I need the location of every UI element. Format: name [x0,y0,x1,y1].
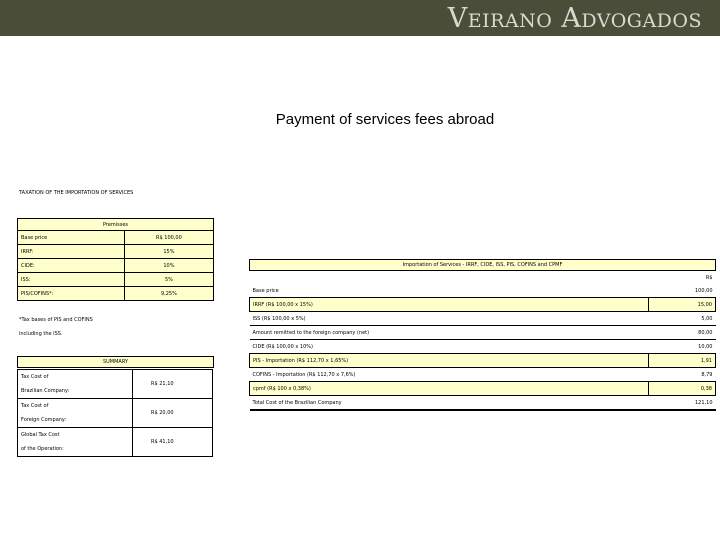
importation-label: COFINS - Importation (R$ 112,70 x 7,6%) [250,368,649,382]
importation-value: 100,00 [649,284,716,298]
slide-title: Payment of services fees abroad [275,111,495,128]
summary-label [18,428,133,457]
summary-label-line1: Tax Cost of [21,374,49,380]
summary-label-line2: Brazilian Company: [21,388,70,394]
premises-row [18,259,214,273]
premises-value: 10% [124,259,213,273]
importation-row [250,368,716,382]
premises-value: R$ 100,00 [124,231,213,245]
summary-label-line2: Foreign Company: [21,417,67,423]
importation-row [250,284,716,298]
summary-table [17,369,213,457]
header-bar [0,0,720,36]
importation-label: Base price [250,284,649,298]
summary-value: R$ 20,00 [133,399,213,428]
premises-header: Premisses [18,219,214,231]
summary-row [18,428,213,457]
importation-row [250,298,716,312]
premises-label: PIS/COFINS*: [18,287,125,301]
importation-currency-row [250,271,716,284]
premises-value: 15% [124,245,213,259]
premises-table [17,218,214,301]
section-title: TAXATION OF THE IMPORTATION OF SERVICES [19,190,134,196]
summary-label-line1: Global Tax Cost [21,432,60,438]
premises-value: 5% [124,273,213,287]
importation-value: 10,00 [649,340,716,354]
premises-label: ISS: [18,273,125,287]
importation-table [249,271,716,411]
premises-label: Base price [18,231,125,245]
importation-label: PIS - Importation (R$ 112,70 x 1,65%) [250,354,649,368]
importation-row [250,354,716,368]
premises-row [18,273,214,287]
tax-base-note: *Tax bases of PIS and COFINS [19,317,93,323]
summary-label [18,370,133,399]
importation-row [250,340,716,354]
tax-base-note-continued: including the ISS. [19,331,63,337]
importation-total-value: 121,10 [649,396,716,411]
premises-label: IRRF: [18,245,125,259]
importation-value: 80,00 [649,326,716,340]
importation-label: cpmf (R$ 100 x 0,38%) [250,382,649,396]
importation-value: 5,00 [649,312,716,326]
importation-row [250,312,716,326]
premises-value: 9,25% [124,287,213,301]
brand-logo-text: Veirano Advogados [447,3,702,34]
summary-value: R$ 21,10 [133,370,213,399]
premises-row [18,287,214,301]
importation-header: Importation of Services - IRRF, CIDE, ISS, PIS, COFINS and CPMF [249,259,716,271]
importation-value: 15,00 [649,298,716,312]
summary-label-line1: Tax Cost of [21,403,49,409]
summary-row [18,370,213,399]
summary-row [18,399,213,428]
premises-row [18,231,214,245]
currency-label: R$ [705,274,713,281]
importation-label: CIDE (R$ 100,00 x 10%) [250,340,649,354]
importation-label: Total Cost of the Brazilian Company [250,396,649,411]
summary-label-line2: of the Operation: [21,446,64,452]
importation-value: 8,79 [649,368,716,382]
importation-row [250,326,716,340]
importation-label: Amount remitted to the foreign company (net) [250,326,649,340]
summary-label [18,399,133,428]
importation-row [250,382,716,396]
summary-header: SUMMARY [17,356,214,368]
summary-value: R$ 41,10 [151,439,174,445]
premises-label: CIDE: [18,259,125,273]
premises-row [18,245,214,259]
importation-label: ISS (R$ 100,00 x 5%) [250,312,649,326]
importation-value: 1,91 [649,354,716,368]
premises-header-row [18,219,214,231]
importation-total-row [250,396,716,411]
importation-label: IRRF (R$ 100,00 x 15%) [250,298,649,312]
importation-value: 0,38 [649,382,716,396]
